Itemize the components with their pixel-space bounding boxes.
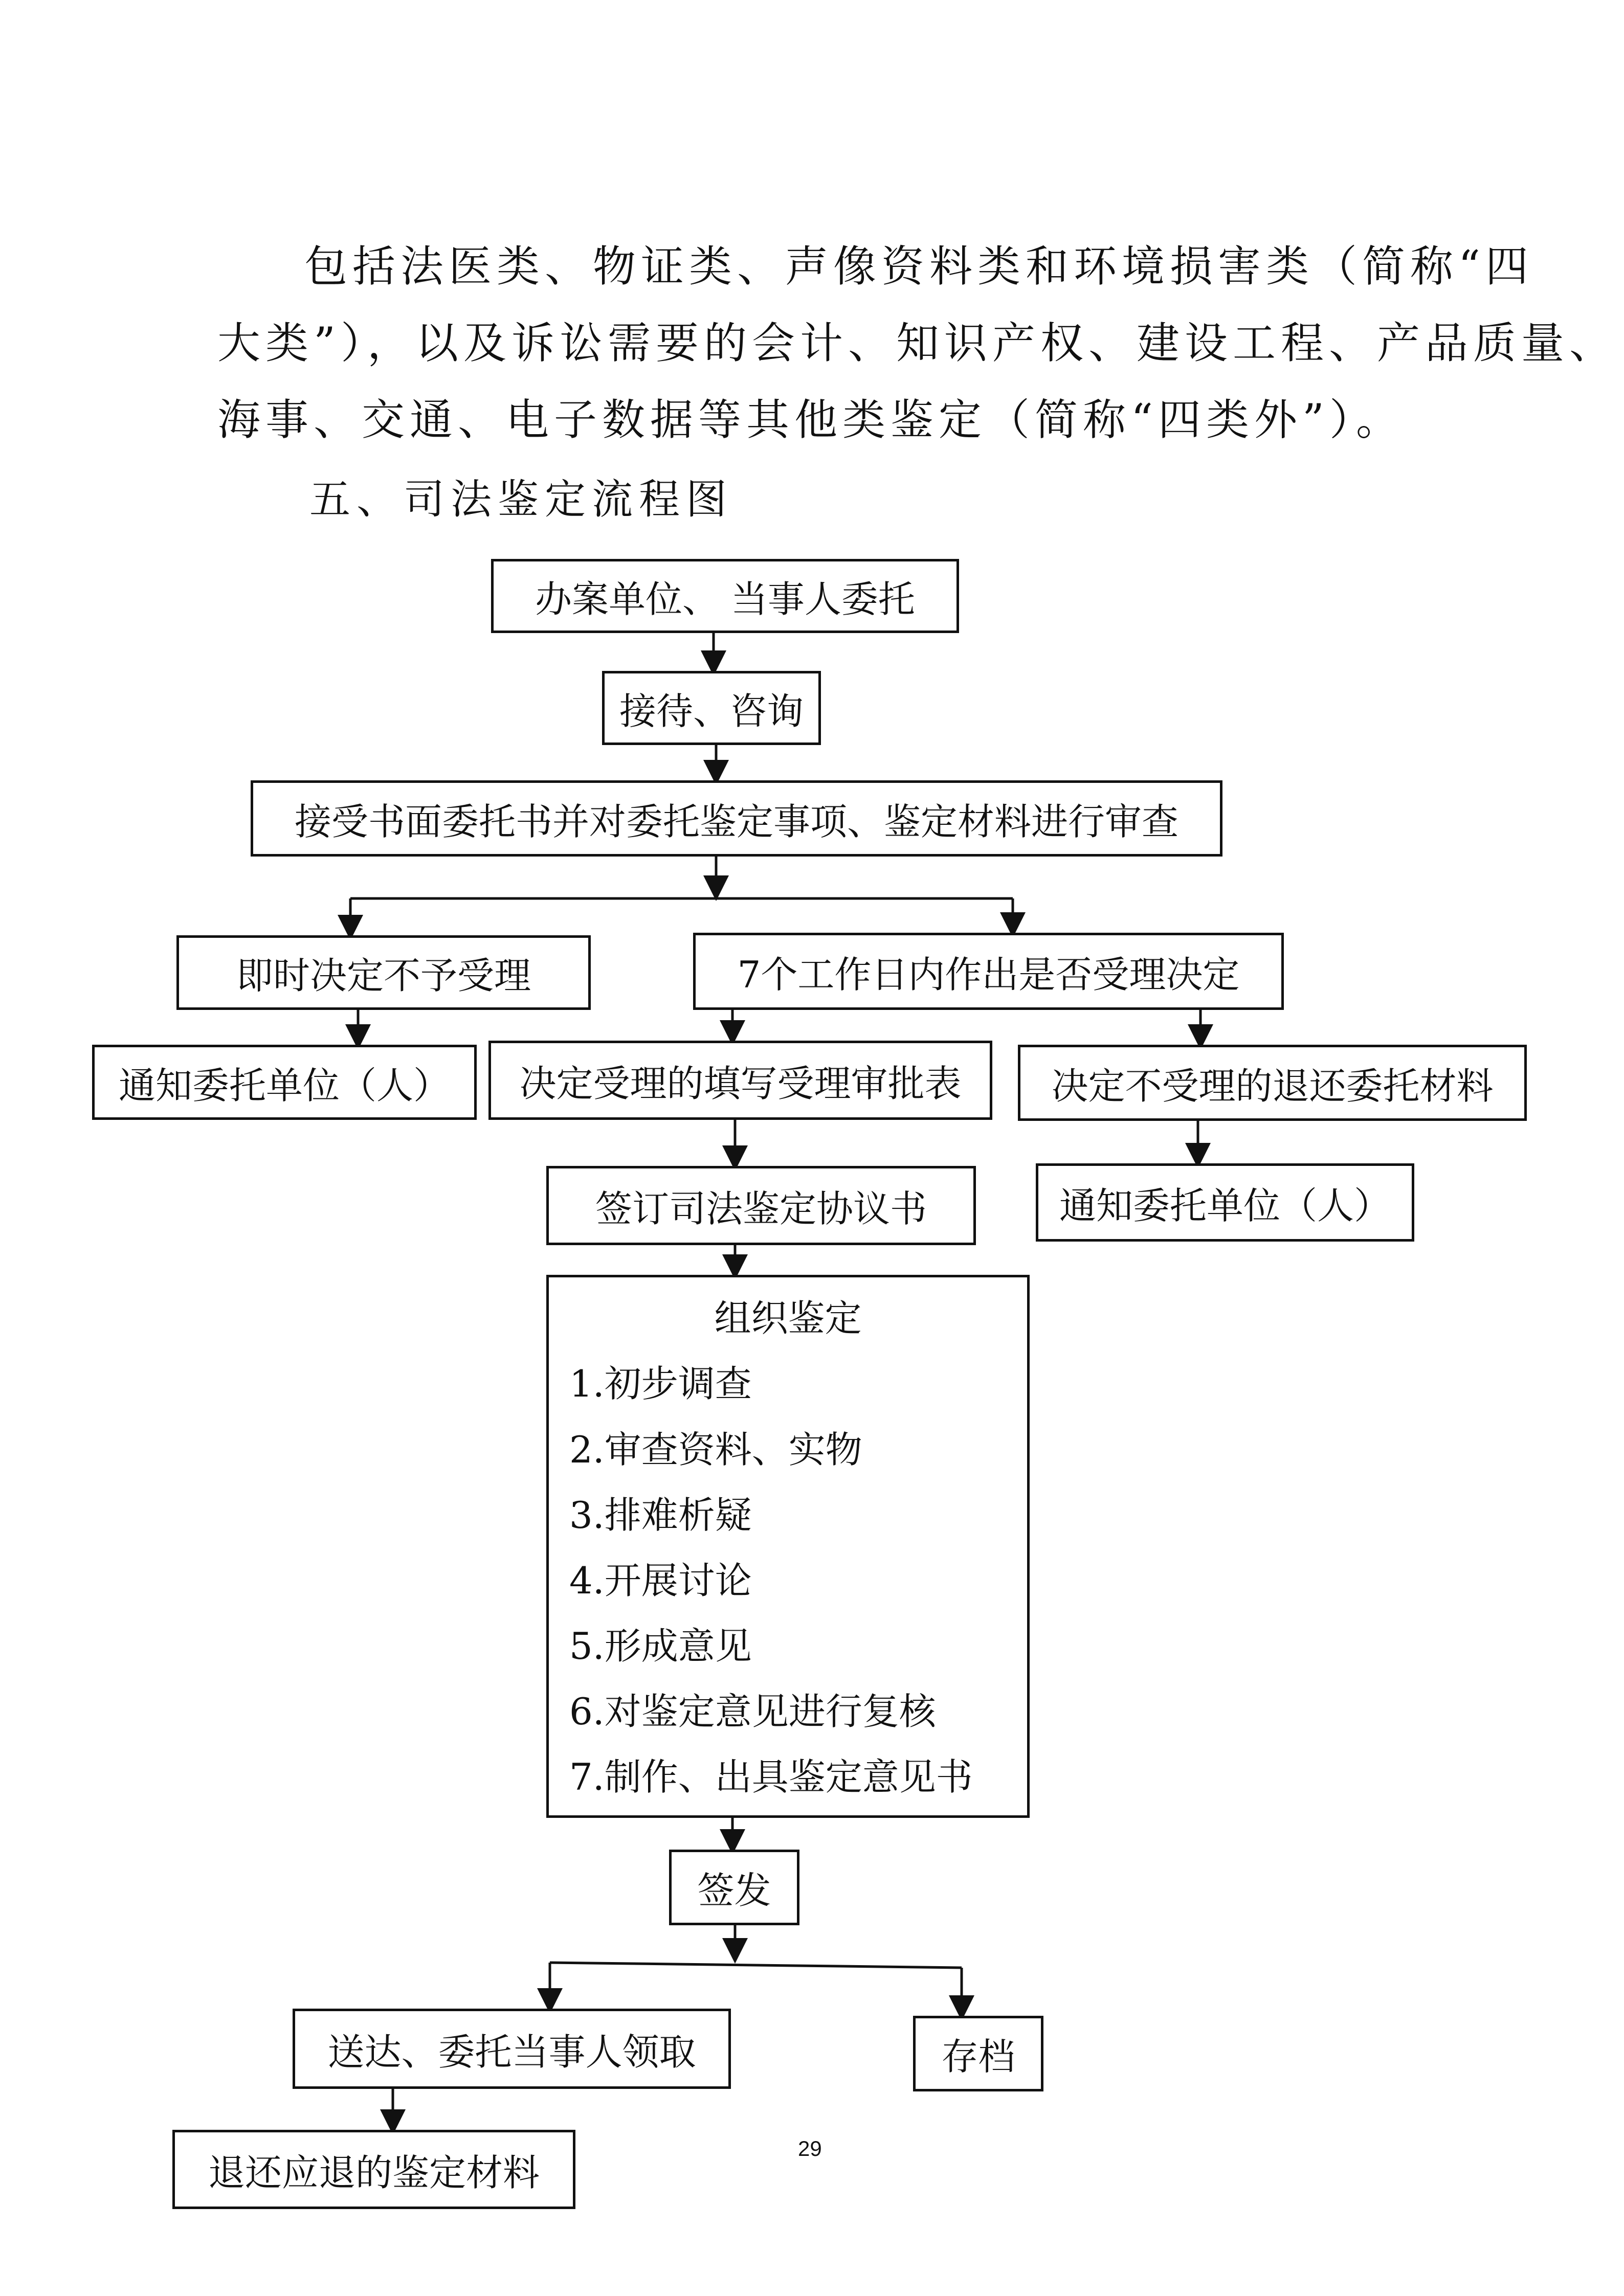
box-client-entrust: 办案单位、 当事人委托 [491, 559, 959, 633]
box-review-entrustment: 接受书面委托书并对委托鉴定事项、鉴定材料进行审查 [251, 780, 1222, 857]
box-notify-left: 通知委托单位（人） [92, 1045, 477, 1120]
organize-step: 3.排难析疑 [569, 1494, 752, 1537]
intro-line-3: 海事、交通、电子数据等其他类鉴定（简称“四类外”）。 [217, 395, 1404, 445]
organize-step: 4.开展讨论 [569, 1559, 752, 1602]
box-archive: 存档 [913, 2016, 1043, 2091]
intro-line-2: 大类”），以及诉讼需要的会计、知识产权、建设工程、产品质量、 [217, 318, 1617, 368]
box-reception-consult: 接待、咨询 [602, 671, 821, 745]
box-notify-right: 通知委托单位（人） [1036, 1163, 1414, 1242]
box-deliver: 送达、委托当事人领取 [293, 2009, 731, 2089]
box-reject-return: 决定不受理的退还委托材料 [1018, 1045, 1527, 1121]
organize-step: 1.初步调查 [569, 1362, 752, 1405]
box-decide-7-days: 7个工作日内作出是否受理决定 [693, 933, 1284, 1010]
box-organize-appraisal [546, 1275, 1030, 1818]
organize-step: 6.对鉴定意见进行复核 [569, 1690, 936, 1733]
section-title: 五、司法鉴定流程图 [309, 476, 733, 523]
box-issue: 签发 [669, 1850, 799, 1925]
intro-line-1: 包括法医类、物证类、声像资料类和环境损害类（简称“四 [304, 241, 1533, 291]
split-horizontal-bottom [550, 1963, 962, 1968]
organize-step: 5.形成意见 [569, 1625, 752, 1668]
box-return-materials: 退还应退的鉴定材料 [172, 2130, 575, 2209]
organize-step: 7.制作、出具鉴定意见书 [569, 1755, 973, 1798]
box-sign-agreement: 签订司法鉴定协议书 [546, 1166, 976, 1245]
page-number: 29 [798, 2136, 822, 2160]
box-accept-fill-form: 决定受理的填写受理审批表 [488, 1041, 992, 1120]
organize-step: 2.审查资料、实物 [569, 1428, 862, 1471]
organize-title: 组织鉴定 [714, 1297, 862, 1340]
box-reject-immediately: 即时决定不予受理 [176, 935, 591, 1010]
